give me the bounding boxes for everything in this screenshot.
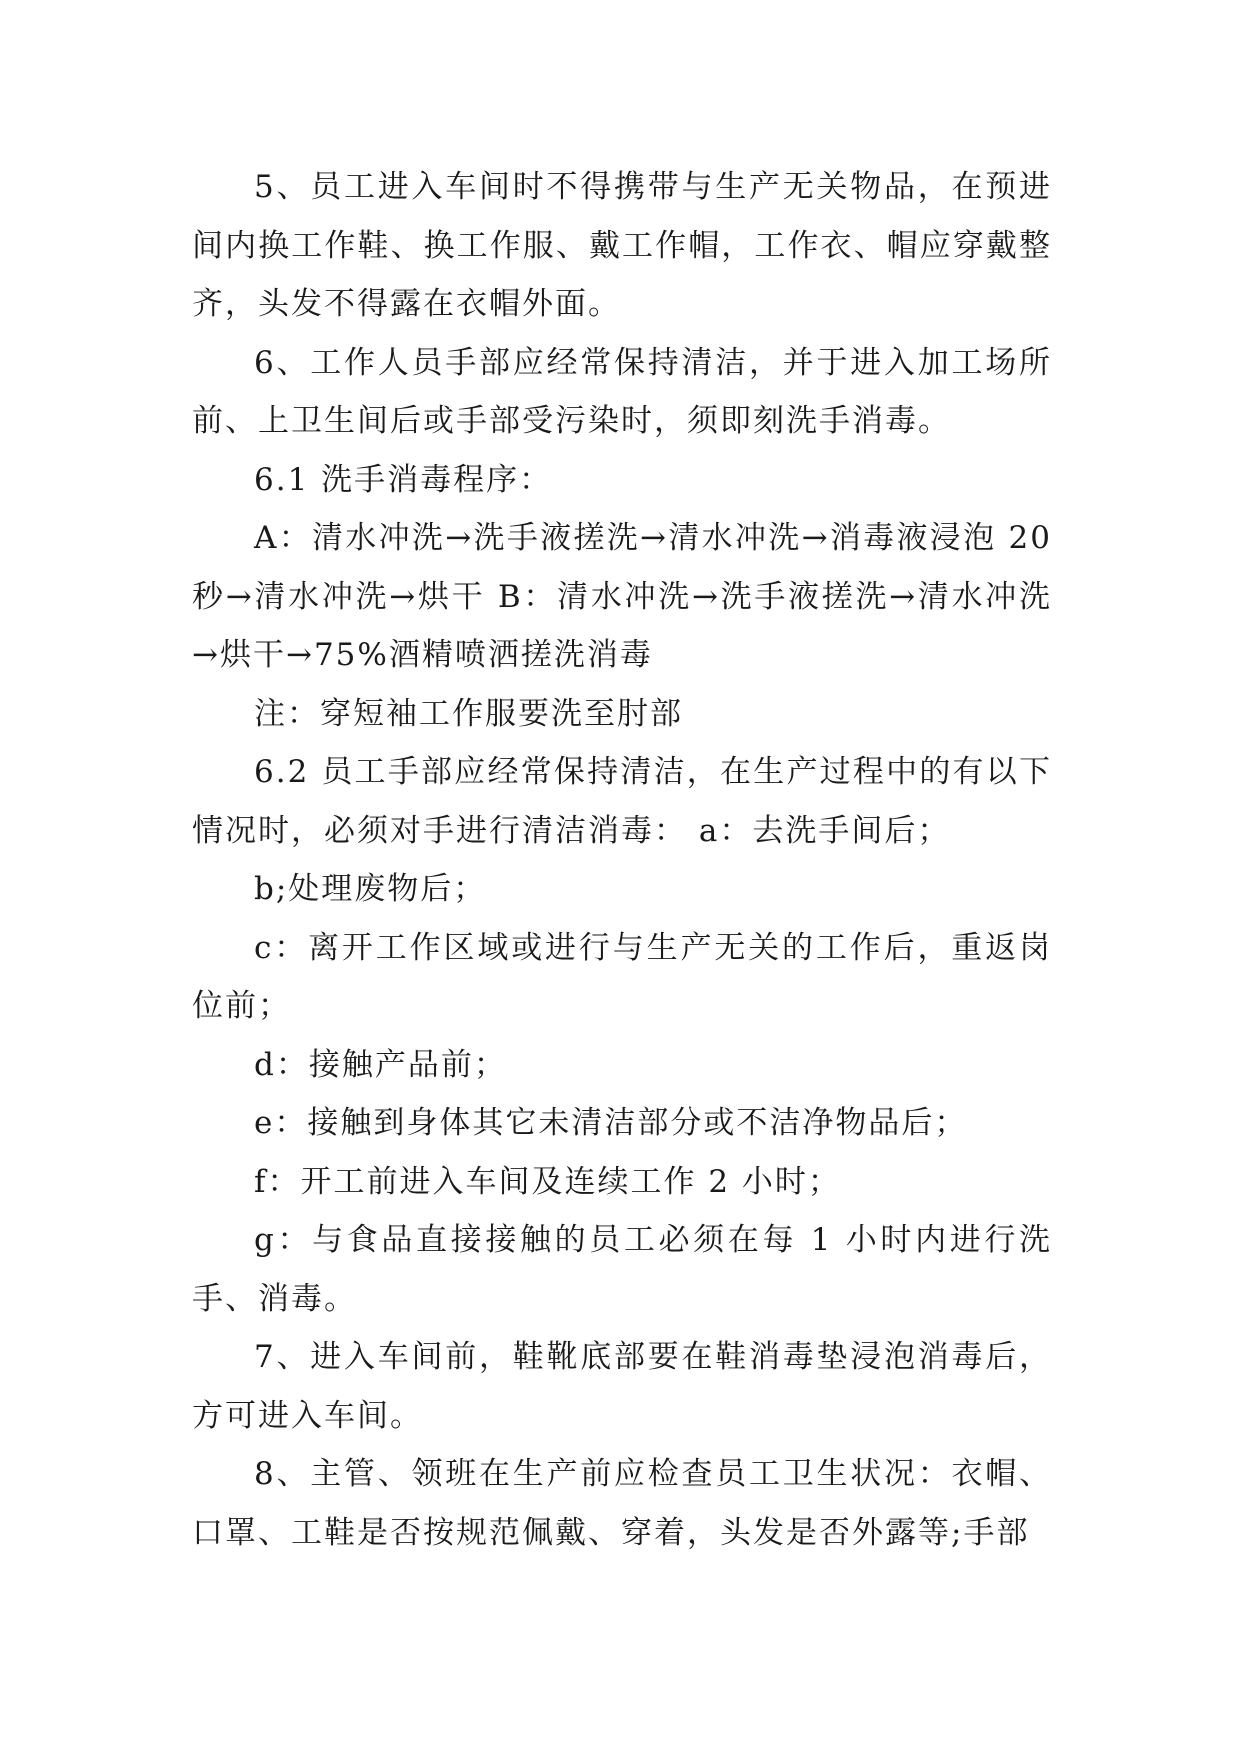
paragraph-6-2: 6.2 员工手部应经常保持清洁，在生产过程中的有以下情况时，必须对手进行清洁消毒： a：去洗手间后；: [192, 754, 1052, 849]
document-body: [192, 158, 1052, 1562]
list-item-b: b;处理废物后；: [254, 871, 487, 907]
list-item-c: c：离开工作区域或进行与生产无关的工作后，重返岗位前；: [192, 929, 1052, 1024]
list-item-e: e：接触到身体其它未清洁部分或不洁净物品后；: [254, 1105, 968, 1141]
paragraph-7: 7、进入车间前，鞋靴底部要在鞋消毒垫浸泡消毒后，方可进入车间。: [192, 1339, 1052, 1434]
paragraph-5: 5、员工进入车间时不得携带与生产无关物品，在预进间内换工作鞋、换工作服、戴工作帽，工作衣、帽应穿戴整齐，头发不得露在衣帽外面。: [192, 169, 1052, 322]
paragraph-note: 注：穿短袖工作服要洗至肘部: [254, 695, 683, 732]
list-item-g: g：与食品直接接触的员工必须在每 1 小时内进行洗手、消毒。: [192, 1222, 1052, 1317]
list-item-f: f：开工前进入车间及连续工作 2 小时；: [254, 1163, 841, 1200]
paragraph-8: 8、主管、领班在生产前应检查员工卫生状况：衣帽、口罩、工鞋是否按规范佩戴、穿着，头发是否外露等;手部: [192, 1456, 1052, 1551]
list-item-d: d：接触产品前；: [254, 1046, 507, 1083]
paragraph-procedure-a-b: A：清水冲洗→洗手液搓洗→清水冲洗→消毒液浸泡 20 秒→清水冲洗→烘干 B：清水冲洗→洗手液搓洗→清水冲洗→烘干→75%酒精喷洒搓洗消毒: [192, 520, 1052, 673]
paragraph-6: 6、工作人员手部应经常保持清洁，并于进入加工场所前、上卫生间后或手部受污染时，须即刻洗手消毒。: [192, 344, 1052, 439]
paragraph-6-1-heading: 6.1 洗手消毒程序：: [254, 461, 553, 498]
